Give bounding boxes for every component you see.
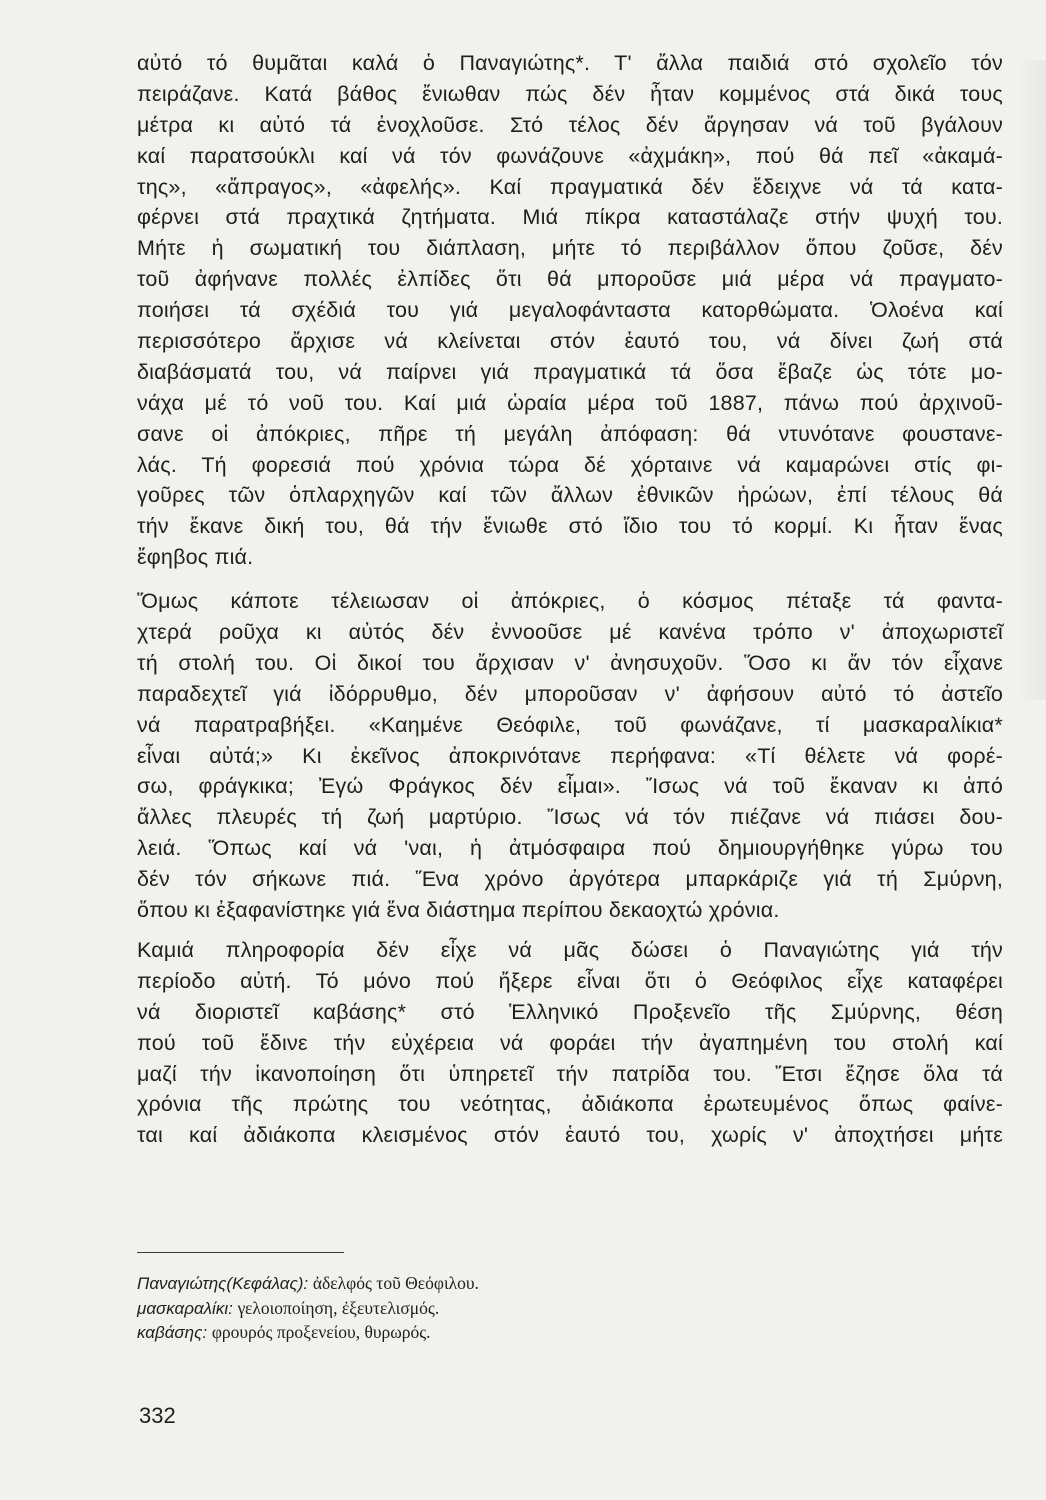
paragraph-3	[137, 935, 1003, 1151]
text-line: νά παρατραβήξει. «Καημένε Θεόφιλε, τοῦ φωνάζανε, τί μασκαραλίκια*	[137, 712, 1003, 737]
text-line: διαβάσματά του, νά παίρνει γιά πραγματικά τά ὅσα ἔβαζε ὡς τότε μο-	[137, 359, 1003, 384]
text-line: της», «ἄπραγος», «ἀφελής». Καί πραγματικά δέν ἔδειχνε νά τά κατα-	[137, 174, 1003, 199]
text-line: περίοδο αὐτή. Τό μόνο πού ἤξερε εἶναι ὅτι ὁ Θεόφιλος εἶχε καταφέρει	[137, 968, 1003, 993]
text-line: Μήτε ἡ σωματική του διάπλαση, μήτε τό περιβάλλον ὅπου ζοῦσε, δέν	[137, 236, 1003, 261]
text-line: σω, φράγκικα; Ἐγώ Φράγκος δέν εἶμαι». Ἴσως νά τοῦ ἔκαναν κι ἀπό	[137, 774, 1003, 799]
footnote-definition: γελοιοποίηση, ἐξευτελισμός.	[237, 1297, 440, 1318]
text-line: ἄλλες πλευρές τή ζωή μαρτύριο. Ἴσως νά τόν πιέζανε νά πιάσει δου-	[137, 805, 1003, 830]
footnotes	[137, 1271, 837, 1345]
page-edge-shadow	[1016, 60, 1046, 700]
footnote-term: Παναγιώτης(Κεφάλας):	[137, 1274, 309, 1293]
text-line: νάχα μέ τό νοῦ του. Καί μιά ὡραία μέρα τοῦ 1887, πάνω πού ἀρχινοῦ-	[137, 390, 1003, 415]
text-line: τή στολή του. Οἱ δικοί του ἄρχισαν ν' ἀνησυχοῦν. Ὅσο κι ἄν τόν εἶχανε	[137, 650, 1003, 675]
paragraph-2	[137, 586, 1003, 926]
footnote-definition: φρουρός προξενείου, θυρωρός.	[211, 1322, 431, 1342]
footnote-term: καβάσης:	[137, 1323, 208, 1342]
text-line: καί παρατσούκλι καί νά τόν φωνάζουνε «ἀχμάκη», πού θά πεῖ «ἀκαμά-	[137, 143, 1003, 168]
text-line: δέν τόν σήκωνε πιά. Ἕνα χρόνο ἀργότερα μπαρκάριζε γιά τή Σμύρνη,	[137, 867, 1003, 892]
text-line: αὐτό τό θυμᾶται καλά ὁ Παναγιώτης*. Τ' ἄλλα παιδιά στό σχολεῖο τόν	[137, 51, 1003, 75]
page-number: 332	[139, 1403, 176, 1428]
text-line: χρόνια τῆς πρώτης του νεότητας, ἀδιάκοπα ἐρωτευμένος ὅπως φαίνε-	[137, 1092, 1003, 1117]
footnote-item	[137, 1320, 837, 1345]
text-line: λάς. Τή φορεσιά πού χρόνια τώρα δέ χόρταινε νά καμαρώνει στίς φι-	[137, 452, 1003, 477]
text-line: νά διοριστεῖ καβάσης* στό Ἑλληνικό Προξενεῖο τῆς Σμύρνης, θέση	[137, 999, 1003, 1024]
text-line: σανε οἱ ἀπόκριες, πῆρε τή μεγάλη ἀπόφαση: θά ντυνότανε φουστανε-	[137, 421, 1003, 446]
text-line: ἔφηβος πιά.	[137, 545, 254, 570]
text-line: ὅπου κι ἐξαφανίστηκε γιά ἕνα διάστημα περίπου δεκαοχτώ χρόνια.	[137, 898, 780, 923]
text-line: γοῦρες τῶν ὁπλαρχηγῶν καί τῶν ἄλλων ἐθνικῶν ἡρώων, ἐπί τέλους θά	[137, 483, 1003, 508]
text-line: πειράζανε. Κατά βάθος ἔνιωθαν πώς δέν ἦταν κομμένος στά δικά τους	[137, 81, 1003, 106]
text-line: χτερά ροῦχα κι αὐτός δέν ἐννοοῦσε μέ κανένα τρόπο ν' ἀποχωριστεῖ	[137, 620, 1003, 645]
text-line: πού τοῦ ἔδινε τήν εὐχέρεια νά φοράει τήν ἀγαπημένη του στολή καί	[137, 1030, 1003, 1055]
footnote-item	[137, 1296, 837, 1321]
text-line: φέρνει στά πραχτικά ζητήματα. Μιά πίκρα καταστάλαζε στήν ψυχή του.	[137, 205, 1003, 230]
footnote-item	[137, 1271, 837, 1296]
text-line: Ὅμως κάποτε τέλειωσαν οἱ ἀπόκριες, ὁ κόσμος πέταξε τά φαντα-	[137, 589, 1003, 614]
text-line: ται καί ἀδιάκοπα κλεισμένος στόν ἑαυτό του, χωρίς ν' ἀποχτήσει μήτε	[137, 1123, 1003, 1148]
footnote-divider	[137, 1252, 344, 1253]
text-line: τοῦ ἀφήνανε πολλές ἐλπίδες ὅτι θά μποροῦσε μιά μέρα νά πραγματο-	[137, 267, 1003, 292]
text-line: τήν ἔκανε δική του, θά τήν ἔνιωθε στό ἴδιο του τό κορμί. Κι ἦταν ἕνας	[137, 514, 1003, 539]
text-line: λειά. Ὅπως καί νά 'ναι, ἡ ἀτμόσφαιρα πού δημιουργήθηκε γύρω του	[137, 836, 1003, 861]
text-line: μέτρα κι αὐτό τά ἐνοχλοῦσε. Στό τέλος δέν ἄργησαν νά τοῦ βγάλουν	[137, 112, 1003, 137]
text-line: εἶναι αὐτά;» Κι ἐκεῖνος ἀποκρινότανε περήφανα: «Τί θέλετε νά φορέ-	[137, 743, 1003, 768]
text-line: μαζί τήν ἱκανοποίηση ὅτι ὑπηρετεῖ τήν πατρίδα του. Ἔτσι ἔζησε ὅλα τά	[137, 1061, 1003, 1086]
text-line: παραδεχτεῖ γιά ἰδόρρυθμο, δέν μποροῦσαν ν' ἀφήσουν αὐτό τό ἀστεῖο	[137, 681, 1003, 706]
footnote-term: μασκαραλίκι:	[137, 1298, 233, 1318]
text-line: περισσότερο ἄρχισε νά κλείνεται στόν ἑαυτό του, νά δίνει ζωή στά	[137, 329, 1003, 354]
text-line: Καμιά πληροφορία δέν εἶχε νά μᾶς δώσει ὁ Παναγιώτης γιά τήν	[137, 937, 1003, 962]
body-text	[137, 48, 1003, 1151]
paragraph-1	[137, 48, 1003, 573]
text-line: ποιήσει τά σχέδιά του γιά μεγαλοφάνταστα κατορθώματα. Ὁλοένα καί	[137, 298, 1003, 323]
footnote-definition: ἀδελφός τοῦ Θεόφιλου.	[312, 1273, 479, 1293]
